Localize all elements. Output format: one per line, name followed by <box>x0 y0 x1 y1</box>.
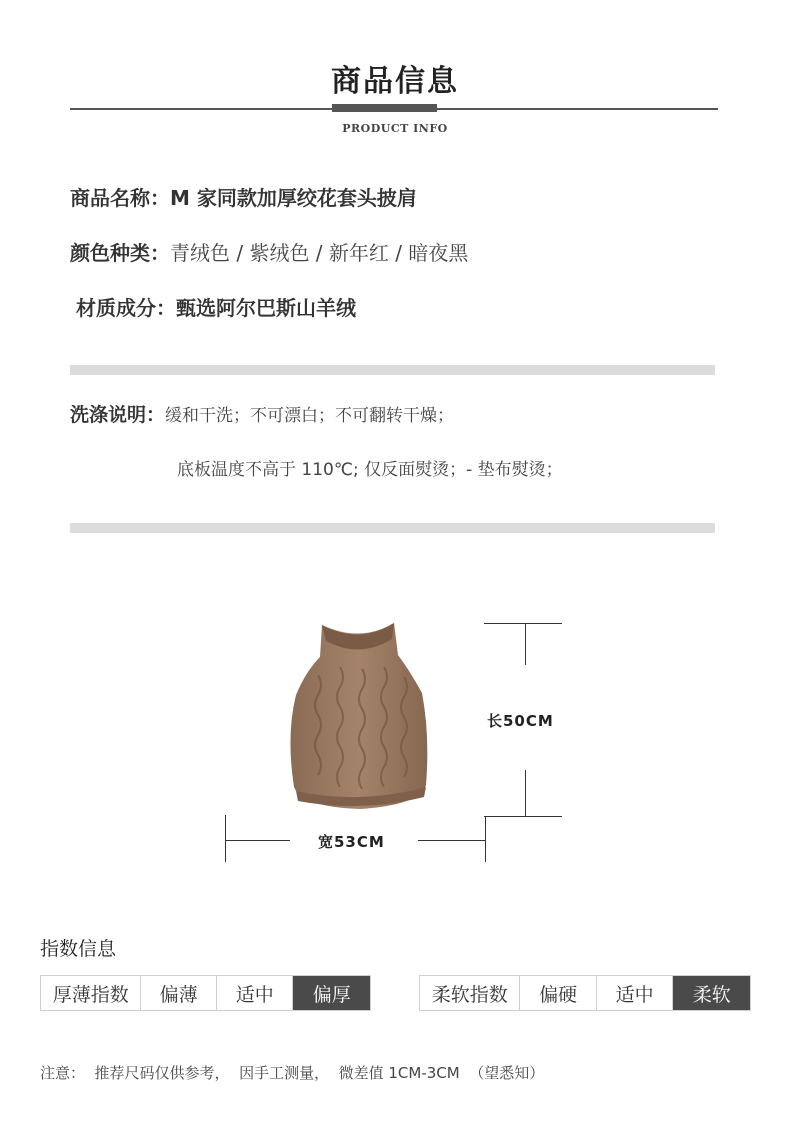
thickness-option-medium: 适中 <box>217 976 294 1010</box>
length-top-tick <box>484 623 562 624</box>
product-name-label: 商品名称： <box>70 186 170 210</box>
length-bottom-line <box>525 770 526 816</box>
length-label: 长50CM <box>487 712 554 730</box>
material-value: 甄选阿尔巴斯山羊绒 <box>176 296 356 320</box>
wash-line-2: 底板温度不高于 110℃; 仅反面熨烫；- 垫布熨烫； <box>177 460 563 480</box>
wash-row <box>70 400 454 427</box>
softness-label: 柔软指数 <box>420 976 520 1010</box>
page-subtitle: PRODUCT INFO <box>342 122 448 135</box>
page-title: 商品信息 <box>331 64 459 99</box>
index-title: 指数信息 <box>40 938 117 960</box>
material-row <box>76 292 356 321</box>
product-name-row <box>70 182 417 211</box>
width-right-line <box>418 840 485 841</box>
width-left-line <box>225 840 290 841</box>
section-separator <box>70 365 715 375</box>
size-note: 注意： 推荐尺码仅供参考， 因手工测量， 微差值 1CM-3CM （望悉知） <box>40 1064 545 1082</box>
material-label: 材质成分： <box>76 296 176 320</box>
wash-line-1: 缓和干洗；不可漂白；不可翻转干燥； <box>165 406 455 426</box>
garment-image <box>270 615 450 815</box>
length-top-line <box>525 623 526 665</box>
softness-option-soft: 柔软 <box>673 976 750 1010</box>
thickness-option-thick: 偏厚 <box>293 976 370 1010</box>
softness-option-medium: 适中 <box>597 976 674 1010</box>
color-row <box>70 237 468 266</box>
softness-option-hard: 偏硬 <box>520 976 597 1010</box>
section-separator <box>70 523 715 533</box>
title-accent-bar <box>332 104 437 112</box>
width-left-tick <box>225 815 226 862</box>
color-value: 青绒色 / 紫绒色 / 新年红 / 暗夜黑 <box>170 241 469 265</box>
thickness-option-thin: 偏薄 <box>141 976 217 1010</box>
width-label: 宽53CM <box>318 833 385 851</box>
color-label: 颜色种类： <box>70 241 170 265</box>
thickness-scale <box>40 975 371 1011</box>
wash-label: 洗涤说明： <box>70 404 166 426</box>
thickness-label: 厚薄指数 <box>41 976 141 1010</box>
softness-scale <box>419 975 751 1011</box>
length-bottom-tick <box>484 816 562 817</box>
width-right-tick <box>485 816 486 862</box>
product-name-value: M 家同款加厚绞花套头披肩 <box>170 186 417 210</box>
